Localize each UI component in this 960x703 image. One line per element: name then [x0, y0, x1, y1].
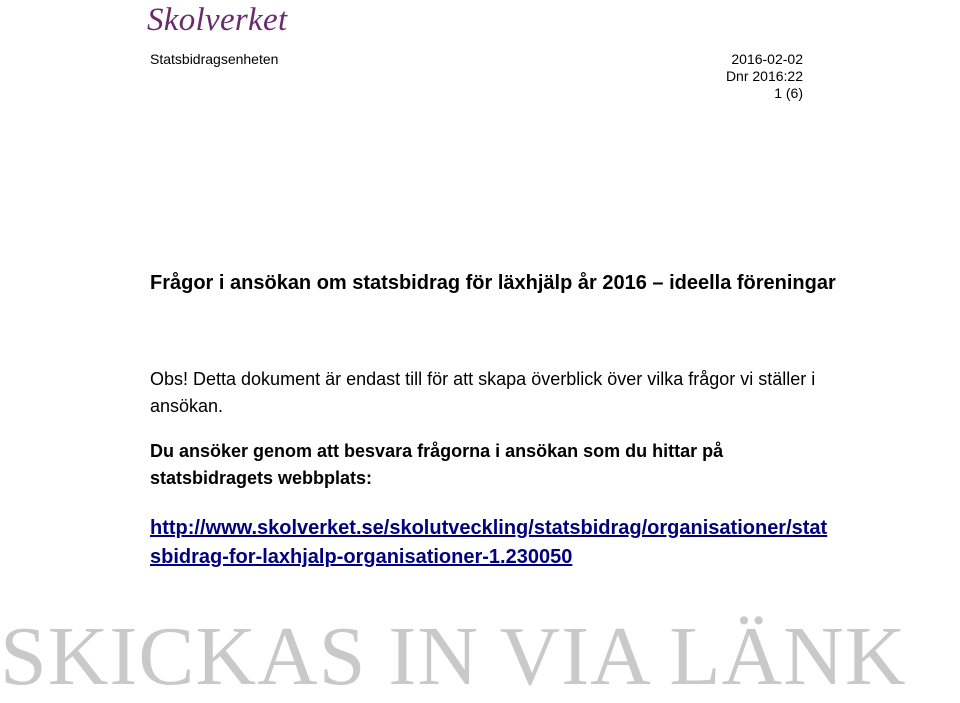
- page-number: 1 (6): [774, 85, 803, 101]
- department-name: Statsbidragsenheten: [150, 51, 279, 67]
- skolverket-logo: Skolverket: [147, 2, 288, 38]
- instruction-text: Du ansöker genom att besvara frågorna i ansökan som du hittar på statsbidragets webbplats:: [150, 441, 724, 488]
- document-dnr: Dnr 2016:22: [725, 68, 803, 84]
- stamp-watermark: SKICKAS IN VIA LÄNK: [0, 610, 907, 703]
- obs-note: Obs! Detta dokument är endast till för att skapa överblick över vilka frågor vi ställer i ansökan.: [150, 369, 816, 416]
- document-meta: [726, 51, 803, 102]
- webpage-link[interactable]: http://www.skolverket.se/skolutveckling/statsbidrag/organisationer/statsbidrag-for-laxhjalp-organisationer-1.230050: [150, 517, 828, 568]
- document-title: Frågor i ansökan om statsbidrag för läxhjälp år 2016 – ideella föreningar: [150, 272, 836, 294]
- document-date: 2016-02-02: [731, 51, 803, 67]
